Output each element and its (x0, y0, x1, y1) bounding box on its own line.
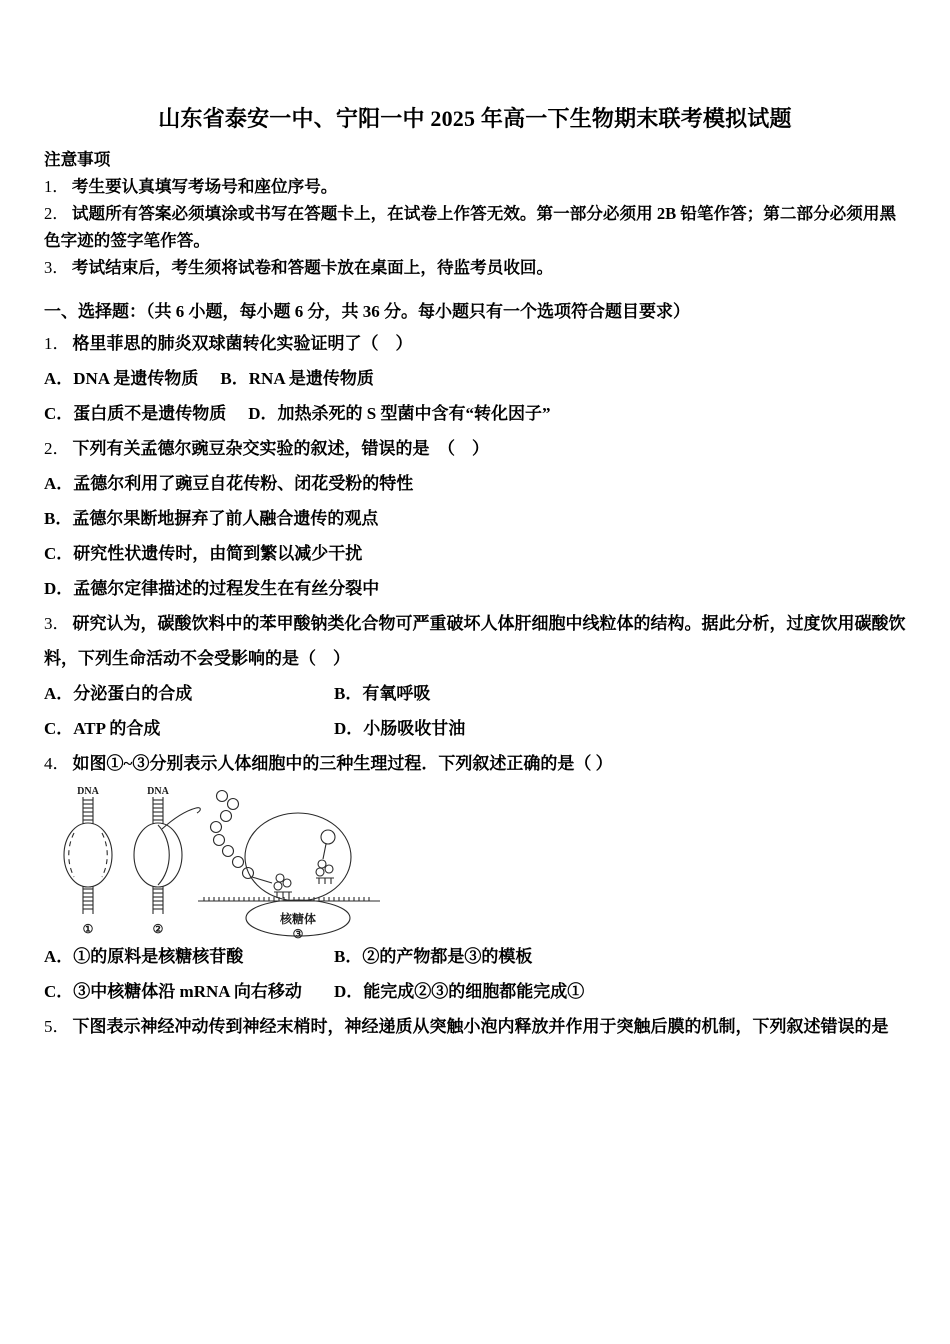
option-a: A．DNA 是遗传物质 (44, 369, 199, 388)
figure-process-2-transcription (134, 797, 200, 914)
notice-item-text: 试题所有答案必须填涂或书写在答题卡上，在试卷上作答无效。第一部分必须用 2B 铅笔作答；第二部分必须用黑色字迹的签字笔作答。 (44, 204, 897, 250)
dna-label: DNA (147, 786, 169, 797)
option-b: B．孟德尔果断地摒弃了前人融合遗传的观点 (44, 509, 379, 528)
question-4-options-cd (44, 974, 906, 1009)
dna-label: DNA (77, 786, 99, 797)
option-b: B．②的产物都是③的模板 (334, 947, 533, 966)
figure-number-1: ① (82, 922, 94, 936)
option-c: C．蛋白质不是遗传物质 (44, 404, 227, 423)
question-list (44, 326, 906, 1044)
notice-section (44, 146, 906, 281)
question-1-stem: 1． 格里菲思的肺炎双球菌转化实验证明了（ ） (44, 334, 413, 353)
figure-process-1-replication (64, 797, 112, 914)
figure-number-3: ③ (292, 927, 304, 939)
question-3-options-cd (44, 711, 906, 746)
question-1 (44, 326, 906, 431)
notice-item-number: 2． (44, 204, 69, 223)
trna-icon (316, 830, 335, 884)
section-heading: 一、选择题：（共 6 小题，每小题 6 分，共 36 分。每小题只有一个选项符合题目要求） (44, 302, 690, 321)
option-a: A．①的原料是核糖核苷酸 (44, 947, 244, 966)
question-4-options-ab (44, 939, 906, 974)
question-number: 5． (44, 1017, 70, 1036)
notice-item-text: 考试结束后，考生须将试卷和答题卡放在桌面上，待监考员收回。 (71, 258, 554, 277)
question-number: 4． (44, 754, 70, 773)
option-d: D．能完成②③的细胞都能完成① (334, 982, 585, 1001)
question-4 (44, 746, 906, 1009)
option-c: C．③中核糖体沿 mRNA 向右移动 (44, 982, 302, 1001)
question-3-stem: 3． 研究认为，碳酸饮料中的苯甲酸钠类化合物可严重破坏人体肝细胞中线粒体的结构。据此分析，过度饮用碳酸饮料，下列生命活动不会受影响的是（ ） (44, 614, 906, 668)
figure-number-2: ② (152, 922, 164, 936)
option-c: C．研究性状遗传时，由简到繁以减少干扰 (44, 544, 363, 563)
option-d: D．加热杀死的 S 型菌中含有“转化因子” (248, 404, 551, 423)
notice-item (44, 254, 906, 281)
question-1-options-cd (44, 396, 906, 431)
option-a: A．分泌蛋白的合成 (44, 684, 193, 703)
option-b: B．有氧呼吸 (334, 684, 431, 703)
question-number: 2． (44, 439, 70, 458)
notice-item-text: 考生要认真填写考场号和座位序号。 (71, 177, 338, 196)
option-b: B．RNA 是遗传物质 (220, 369, 374, 388)
notice-item-number: 1． (44, 177, 69, 196)
question-number: 3． (44, 614, 70, 633)
question-2-stem: 2． 下列有关孟德尔豌豆杂交实验的叙述，错误的是 （ ） (44, 439, 489, 458)
option-d: D．小肠吸收甘油 (334, 719, 466, 738)
question-4-figure (46, 783, 906, 939)
question-1-options-ab (44, 361, 906, 396)
notice-item (44, 173, 906, 200)
ribosome-label: 核糖体 (279, 912, 317, 926)
notice-item-number: 3． (44, 258, 69, 277)
option-d: D．孟德尔定律描述的过程发生在有丝分裂中 (44, 579, 380, 598)
page-title: 山东省泰安一中、宁阳一中 2025 年高一下生物期末联考模拟试题 (158, 106, 792, 131)
option-a: A．孟德尔利用了豌豆自花传粉、闭花受粉的特性 (44, 474, 414, 493)
question-5-stem: 5． 下图表示神经冲动传到神经末梢时，神经递质从突触小泡内释放并作用于突触后膜的机制，下列叙述错误的是 (44, 1017, 889, 1036)
question-5 (44, 1009, 906, 1044)
question-3-options-ab (44, 676, 906, 711)
question-number: 1． (44, 334, 70, 353)
trna-icon (274, 874, 292, 898)
question-2 (44, 431, 906, 606)
question-3 (44, 606, 906, 746)
notice-heading: 注意事项 (44, 150, 111, 169)
question-4-stem: 4． 如图①~③分别表示人体细胞中的三种生理过程．下列叙述正确的是（ ） (44, 754, 613, 773)
ribosome-large-subunit (245, 813, 351, 901)
biology-processes-diagram (46, 783, 380, 939)
notice-item (44, 200, 906, 254)
option-c: C．ATP 的合成 (44, 719, 161, 738)
